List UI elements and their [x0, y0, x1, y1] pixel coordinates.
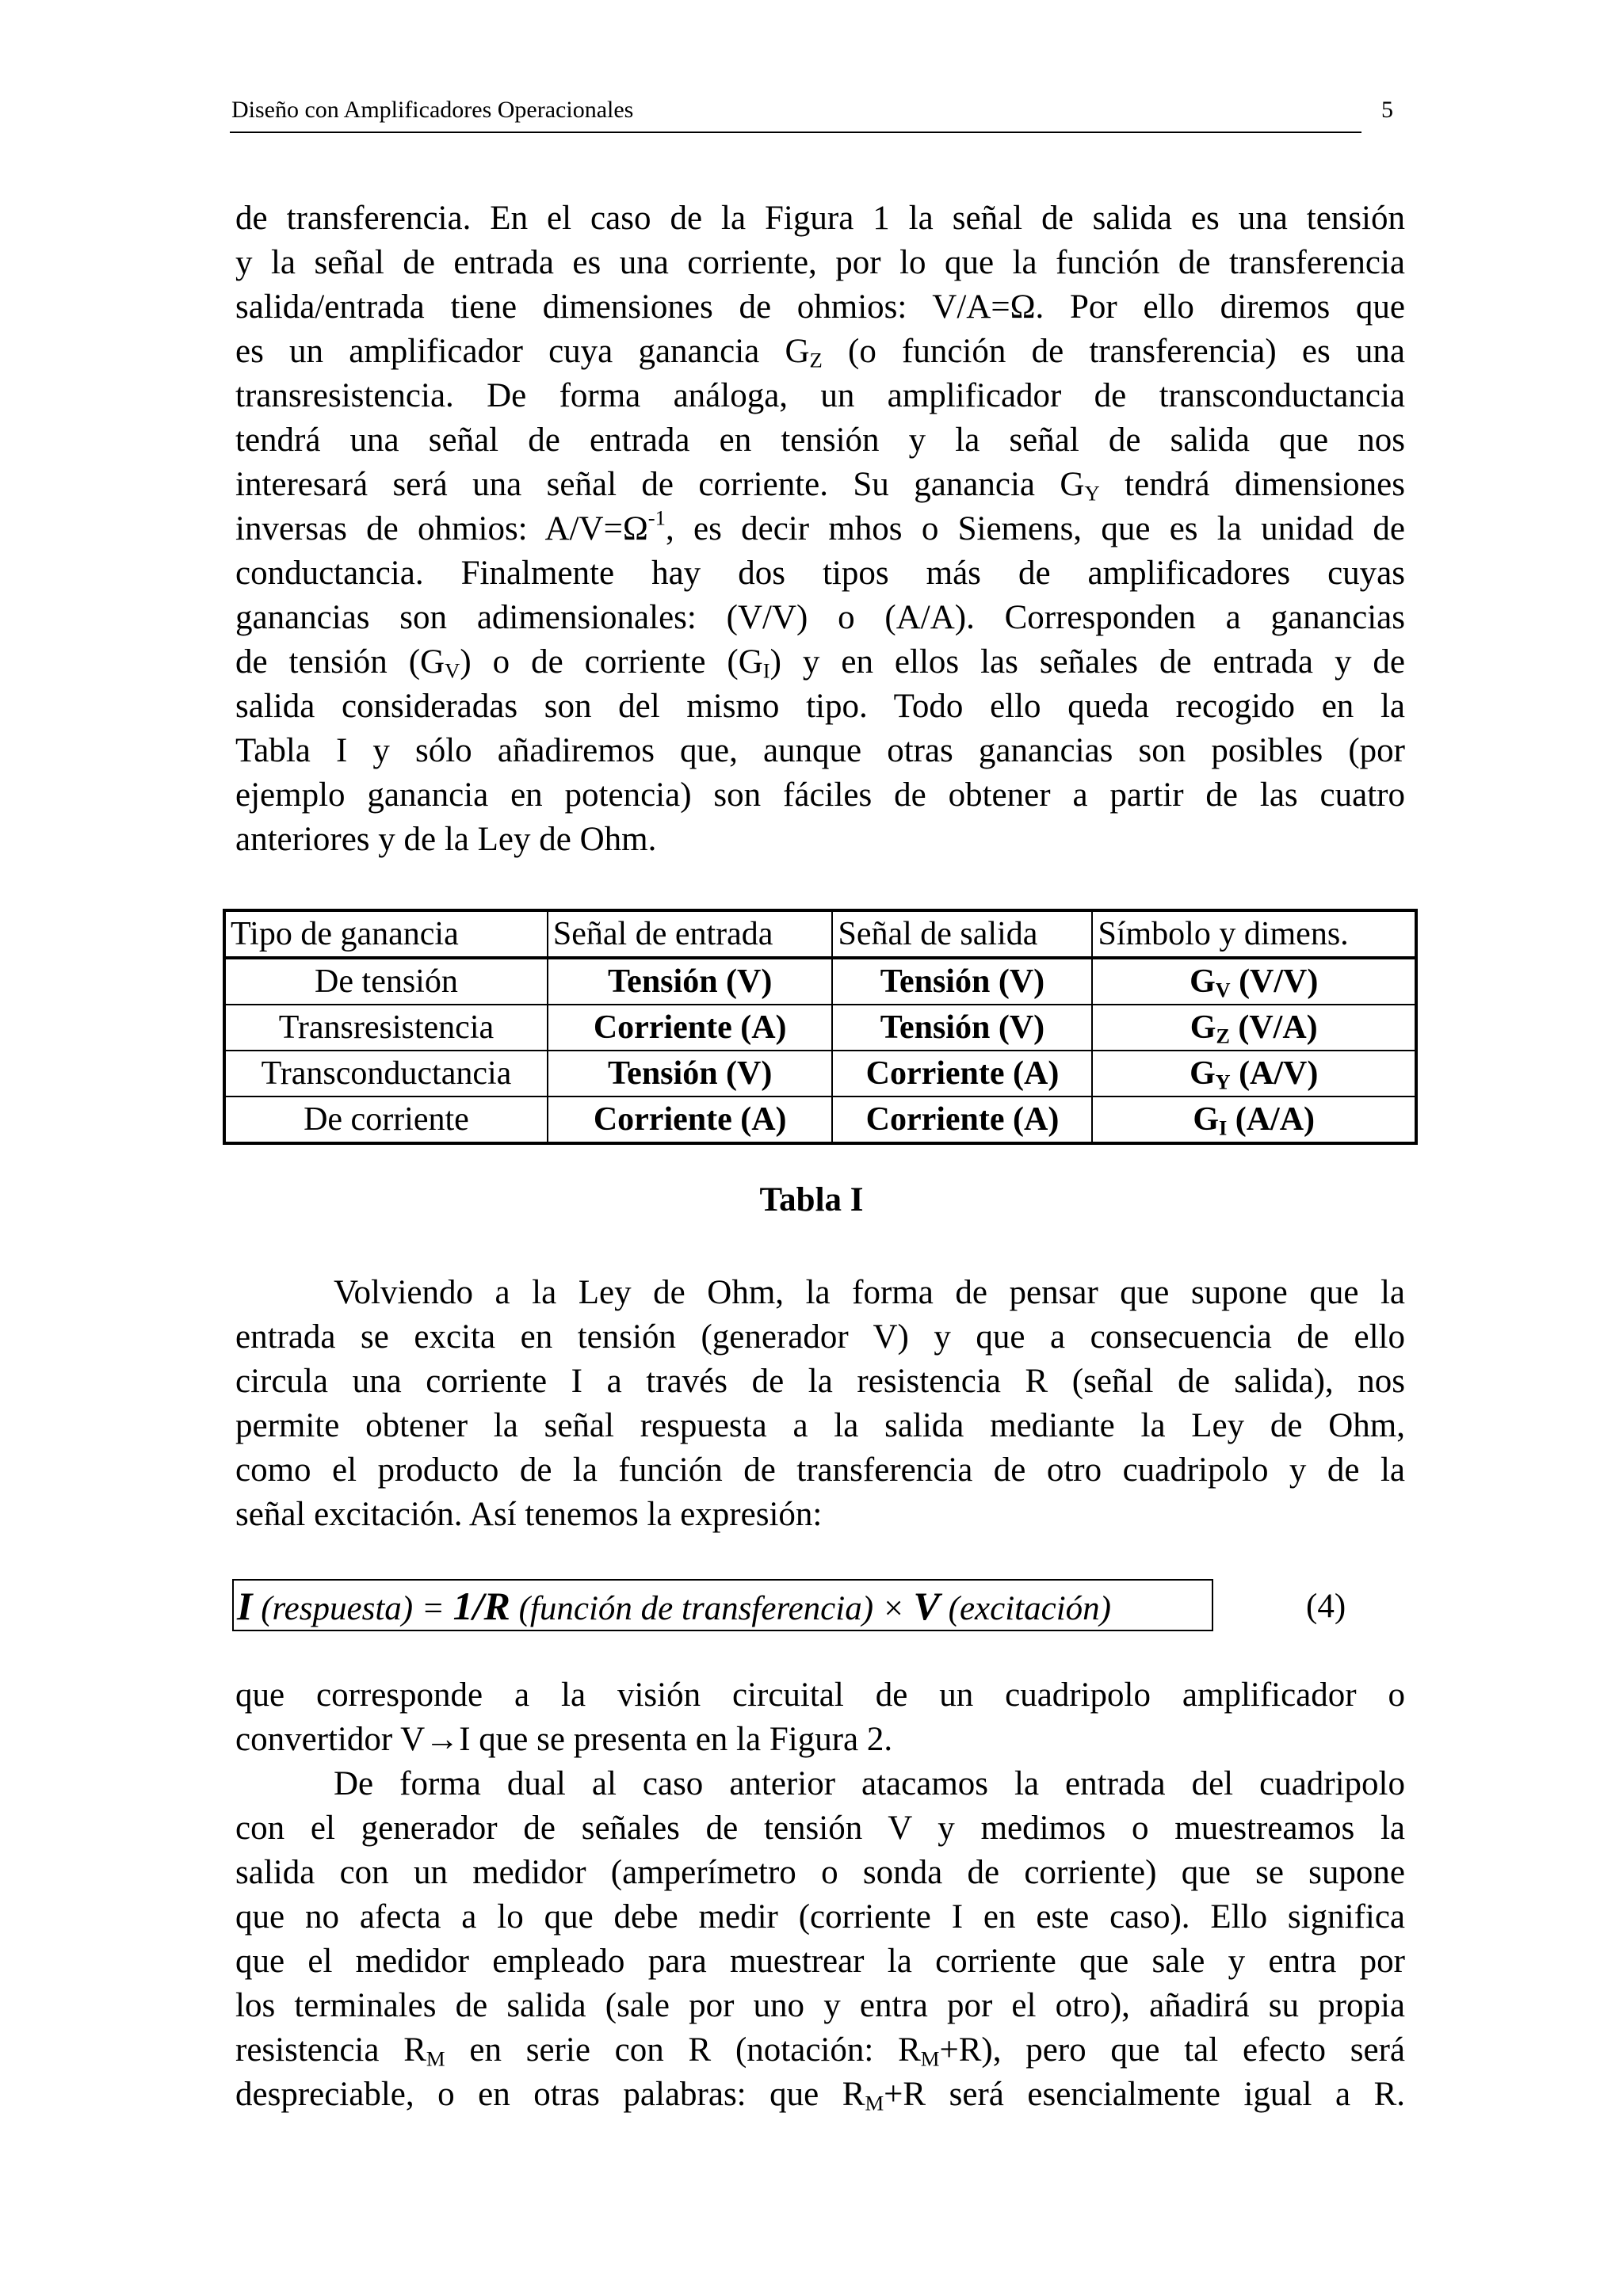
table-cell: De tensión: [224, 958, 548, 1005]
text-line: como el producto de la función de transferencia de otro cuadripolo y de la: [235, 1451, 1405, 1489]
table-cell: Corriente (A): [548, 1097, 833, 1143]
text-line: De forma dual al caso anterior atacamos la entrada del cuadripolo: [334, 1765, 1405, 1802]
table-row: [224, 1097, 1416, 1143]
text-line: ejemplo ganancia en potencia) son fáciles de obtener a partir de las cuatro: [235, 776, 1405, 814]
text-line: que corresponde a la visión circuital de un cuadripolo amplificador o: [235, 1676, 1405, 1714]
text-line: circula una corriente I a través de la resistencia R (señal de salida), nos: [235, 1363, 1405, 1400]
table-header-row: [224, 910, 1416, 958]
text-line: entrada se excita en tensión (generador V) y que a consecuencia de ello: [235, 1318, 1405, 1356]
page-number: 5: [1381, 97, 1393, 123]
column-header: Señal de entrada: [548, 910, 833, 958]
equation-number: (4): [1306, 1588, 1346, 1625]
table-row: [224, 1005, 1416, 1051]
table-cell: Tensión (V): [548, 958, 833, 1005]
page-header: [230, 93, 1393, 133]
table-cell: $G_Y$ (A/V): [1092, 1051, 1416, 1097]
text-line: con el generador de señales de tensión V y medimos o muestreamos la: [235, 1810, 1405, 1847]
text-line: los terminales de salida (sale por uno y entra por el otro), añadirá su propia: [235, 1987, 1405, 2024]
text-line: ganancias son adimensionales: (V/V) o (A/A). Corresponden a ganancias: [235, 599, 1405, 636]
text-line: despreciable, o en otras palabras: que $R_M+R$ será esencialmente igual a R.: [235, 2076, 1405, 2115]
text-line: Tabla I y sólo añadiremos que, aunque otras ganancias son posibles (por: [235, 732, 1405, 769]
table-row: [224, 958, 1416, 1005]
table-cell: Tensión (V): [548, 1051, 833, 1097]
text-line: interesará será una señal de corriente. Su ganancia $G_Y$ tendrá dimensiones: [235, 466, 1405, 505]
text-line: es un amplificador cuya ganancia $G_Z$ (o función de transferencia) es una: [235, 333, 1405, 372]
text-line: que el medidor empleado para muestrear la corriente que sale y entra por: [235, 1943, 1405, 1980]
table-cell: Tensión (V): [832, 1005, 1092, 1051]
column-header: Tipo de ganancia: [224, 910, 548, 958]
text-line: salida con un medidor (amperímetro o sonda de corriente) que se supone: [235, 1854, 1405, 1891]
equation-box: I (respuesta) = 1/R (función de transferencia) × V (excitación): [232, 1579, 1213, 1631]
text-line: de transferencia. En el caso de la Figura 1 la señal de salida es una tensión: [235, 200, 1405, 237]
table-row: [224, 1051, 1416, 1097]
table-cell: Corriente (A): [548, 1005, 833, 1051]
text-line: Volviendo a la Ley de Ohm, la forma de pensar que supone que la: [334, 1274, 1405, 1311]
text-line: señal excitación. Así tenemos la expresión:: [235, 1496, 823, 1533]
text-line: salida consideradas son del mismo tipo. Todo ello queda recogido en la: [235, 688, 1405, 725]
table-cell: $G_I$ (A/A): [1092, 1097, 1416, 1143]
paragraph-converter: [235, 1673, 1405, 1762]
text-line: permite obtener la señal respuesta a la salida mediante la Ley de Ohm,: [235, 1407, 1405, 1444]
text-line: de tensión $(G_V)$ o de corriente $(G_I)$ y en ellos las señales de entrada y de: [235, 643, 1406, 683]
table-cell: Corriente (A): [832, 1051, 1092, 1097]
table-cell: Transconductancia: [224, 1051, 548, 1097]
table-cell: Transresistencia: [224, 1005, 548, 1051]
text-line: convertidor V→I que se presenta en la Figura 2.: [235, 1721, 893, 1758]
text-line: resistencia $R_M$ en serie con R (notación: $R_M+R$), pero que tal efecto será: [235, 2031, 1405, 2071]
table-cell: $G_V$ (V/V): [1092, 958, 1416, 1005]
paragraph-dual-case: [235, 1762, 1405, 2117]
column-header: Símbolo y dimens.: [1092, 910, 1416, 958]
table-cell: Corriente (A): [832, 1097, 1092, 1143]
table-cell: De corriente: [224, 1097, 548, 1143]
running-title: Diseño con Amplificadores Operacionales: [231, 97, 634, 123]
gain-table: [223, 909, 1418, 1145]
paragraph-transfer-gains: [235, 196, 1405, 862]
text-line: salida/entrada tiene dimensiones de ohmios: V/A=Ω. Por ello diremos que: [235, 288, 1405, 326]
text-line: conductancia. Finalmente hay dos tipos más de amplificadores cuyas: [235, 555, 1405, 592]
text-line: y la señal de entrada es una corriente, por lo que la función de transferencia: [235, 244, 1405, 281]
text-line: que no afecta a lo que debe medir (corriente I en este caso). Ello significa: [235, 1898, 1405, 1936]
table-cell: Tensión (V): [832, 958, 1092, 1005]
column-header: Señal de salida: [832, 910, 1092, 958]
text-line: tendrá una señal de entrada en tensión y la señal de salida que nos: [235, 421, 1405, 459]
text-line: transresistencia. De forma análoga, un amplificador de transconductancia: [235, 377, 1405, 414]
paragraph-ohms-law: [235, 1271, 1405, 1537]
table-cell: $G_Z$ (V/A): [1092, 1005, 1416, 1051]
table-caption: Tabla I: [759, 1181, 864, 1219]
text-line: anteriores y de la Ley de Ohm.: [235, 821, 657, 858]
text-line: inversas de ohmios: $A/V=\Omega^{-1}$, es decir mhos o Siemens, que es la unidad de: [235, 505, 1405, 547]
